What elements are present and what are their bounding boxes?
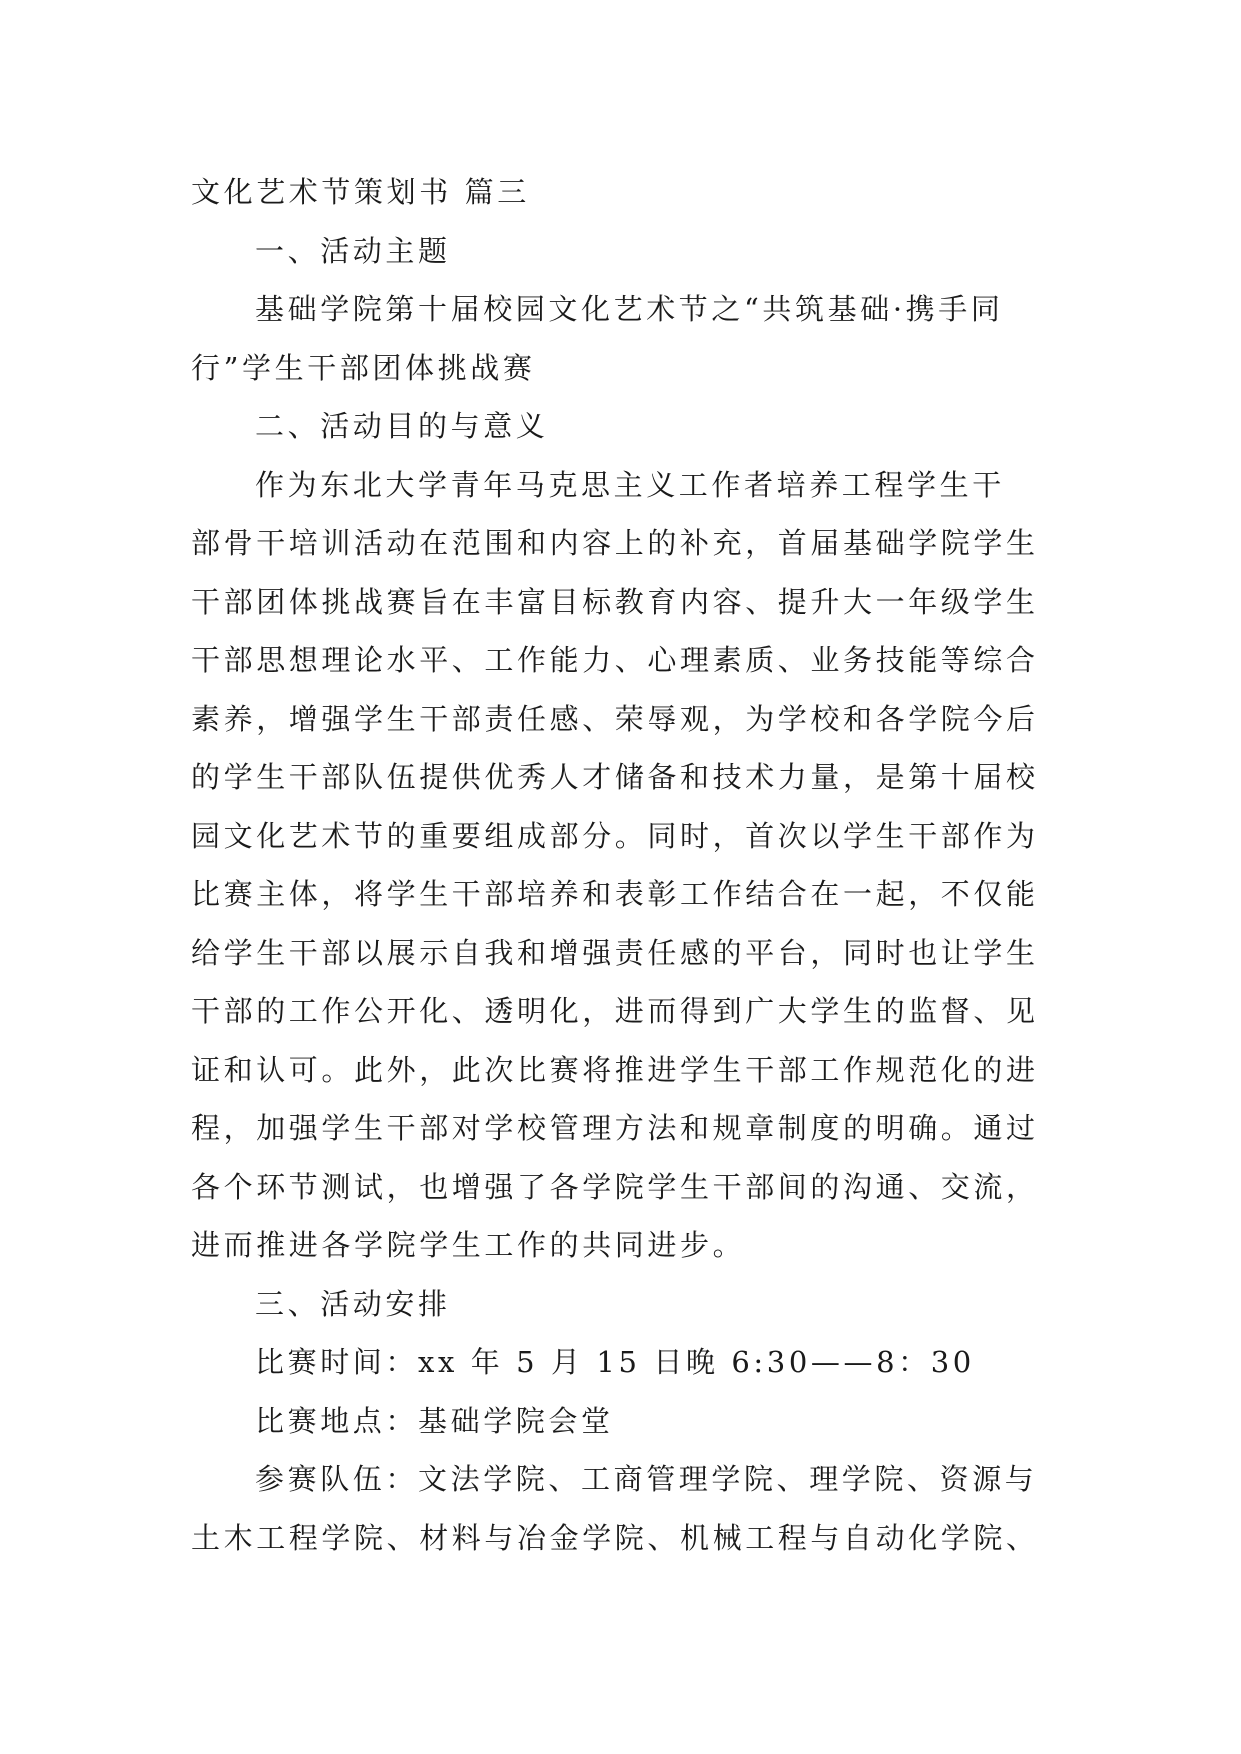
- purpose-text-line: 程，加强学生干部对学校管理方法和规章制度的明确。通过: [191, 1111, 1039, 1145]
- purpose-text-line: 进而推进各学院学生工作的共同进步。: [191, 1228, 746, 1262]
- schedule-time: 比赛时间：xx 年 5 月 15 日晚 6:30——8：30: [255, 1345, 975, 1379]
- purpose-text-line: 部骨干培训活动在范围和内容上的补充，首届基础学院学生: [191, 526, 1039, 560]
- purpose-text-line: 比赛主体，将学生干部培养和表彰工作结合在一起，不仅能: [191, 877, 1039, 911]
- purpose-text-line: 园文化艺术节的重要组成部分。同时，首次以学生干部作为: [191, 818, 1039, 853]
- theme-text-line: 行”学生干部团体挑战赛: [191, 350, 536, 385]
- purpose-text-line: 素养，增强学生干部责任感、荣辱观，为学校和各学院今后: [191, 701, 1039, 736]
- purpose-text-line: 的学生干部队伍提供优秀人才储备和技术力量，是第十届校: [191, 760, 1039, 794]
- document-title: 文化艺术节策划书 篇三: [191, 175, 530, 209]
- purpose-text-line: 干部团体挑战赛旨在丰富目标教育内容、提升大一年级学生: [191, 584, 1039, 619]
- purpose-text-line: 各个环节测试，也增强了各学院学生干部间的沟通、交流，: [191, 1169, 1039, 1204]
- purpose-text-line: 干部的工作公开化、透明化，进而得到广大学生的监督、见: [191, 994, 1039, 1028]
- document-body: [191, 163, 1051, 1567]
- schedule-place: 比赛地点：基础学院会堂: [255, 1403, 614, 1438]
- theme-text-line: 基础学院第十届校园文化艺术节之“共筑基础·携手同: [255, 292, 1004, 326]
- purpose-text-line: 作为东北大学青年马克思主义工作者培养工程学生干: [255, 467, 1005, 502]
- section-heading-purpose: 二、活动目的与意义: [255, 409, 549, 443]
- section-heading-theme: 一、活动主题: [255, 233, 451, 268]
- purpose-text-line: 证和认可。此外，此次比赛将推进学生干部工作规范化的进: [191, 1052, 1039, 1087]
- section-heading-schedule: 三、活动安排: [255, 1286, 451, 1321]
- teams-text-line: 参赛队伍：文法学院、工商管理学院、理学院、资源与: [255, 1462, 1038, 1496]
- purpose-text-line: 干部思想理论水平、工作能力、心理素质、业务技能等综合: [191, 643, 1039, 677]
- teams-text-line: 土木工程学院、材料与冶金学院、机械工程与自动化学院、: [191, 1520, 1039, 1555]
- purpose-text-line: 给学生干部以展示自我和增强责任感的平台，同时也让学生: [191, 935, 1039, 970]
